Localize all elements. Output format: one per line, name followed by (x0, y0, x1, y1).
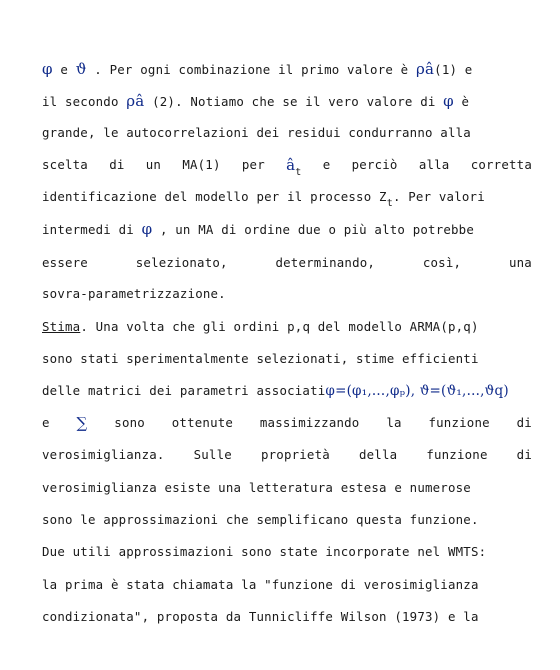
sigma-symbol: ∑ (76, 414, 88, 432)
a-hat-symbol: $â_t$ (286, 156, 302, 178)
text-line-17: la prima è stata chiamata la "funzione di verosimiglianza (42, 577, 479, 592)
text-line-1: φ e ϑ . Per ogni combinazione il primo valore è ρâ(1) e (42, 60, 473, 78)
theta-symbol: ϑ (75, 60, 87, 78)
section-heading: Stima (42, 319, 81, 334)
text-line-18: condizionata", proposta da Tunnicliffe Wilson (1973) e la (42, 609, 479, 624)
parameter-matrices-formula: φ=(φ₁,…,φₚ), ϑ=(ϑ₁,…,ϑq) (325, 383, 509, 399)
text-line-2: il secondo ρâ (2). Notiamo che se il vero valore di φ è (42, 92, 470, 110)
text-line-3: grande, le autocorrelazioni dei residui condurranno alla (42, 125, 471, 140)
text-line-5: identificazione del modello per il processo $Z_t$. Per valori (42, 189, 485, 209)
rho-a-symbol: ρâ (126, 92, 145, 110)
text-line-11: delle matrici dei parametri associatiφ=(φ₁,…,φₚ), ϑ=(ϑ₁,…,ϑq) (42, 383, 509, 399)
rho-a-symbol: ρâ (416, 60, 435, 78)
text-line-7: essere selezionato, determinando, così, una (42, 255, 532, 270)
text-line-9: Stima. Una volta che gli ordini p,q del modello ARMA(p,q) (42, 319, 479, 334)
text-line-13: verosimiglianza. Sulle proprietà della funzione di (42, 447, 532, 462)
text-line-15: sono le approssimazioni che semplificano questa funzione. (42, 512, 479, 527)
text-line-8: sovra-parametrizzazione. (42, 286, 226, 301)
phi-symbol: φ (141, 220, 153, 238)
text-line-14: verosimiglianza esiste una letteratura estesa e numerose (42, 480, 471, 495)
phi-symbol: φ (42, 60, 53, 78)
text-line-6: intermedi di φ , un MA di ordine due o più alto potrebbe (42, 220, 474, 238)
text-line-4: scelta di un MA(1) per $â_t$ e perciò alla corretta (42, 156, 532, 178)
text-line-16: Due utili approssimazioni sono state incorporate nel WMTS: (42, 544, 487, 559)
text-line-12: e ∑ sono ottenute massimizzando la funzione di (42, 414, 532, 432)
phi-symbol: φ (443, 92, 454, 110)
text-line-10: sono stati sperimentalmente selezionati, stime efficienti (42, 351, 479, 366)
